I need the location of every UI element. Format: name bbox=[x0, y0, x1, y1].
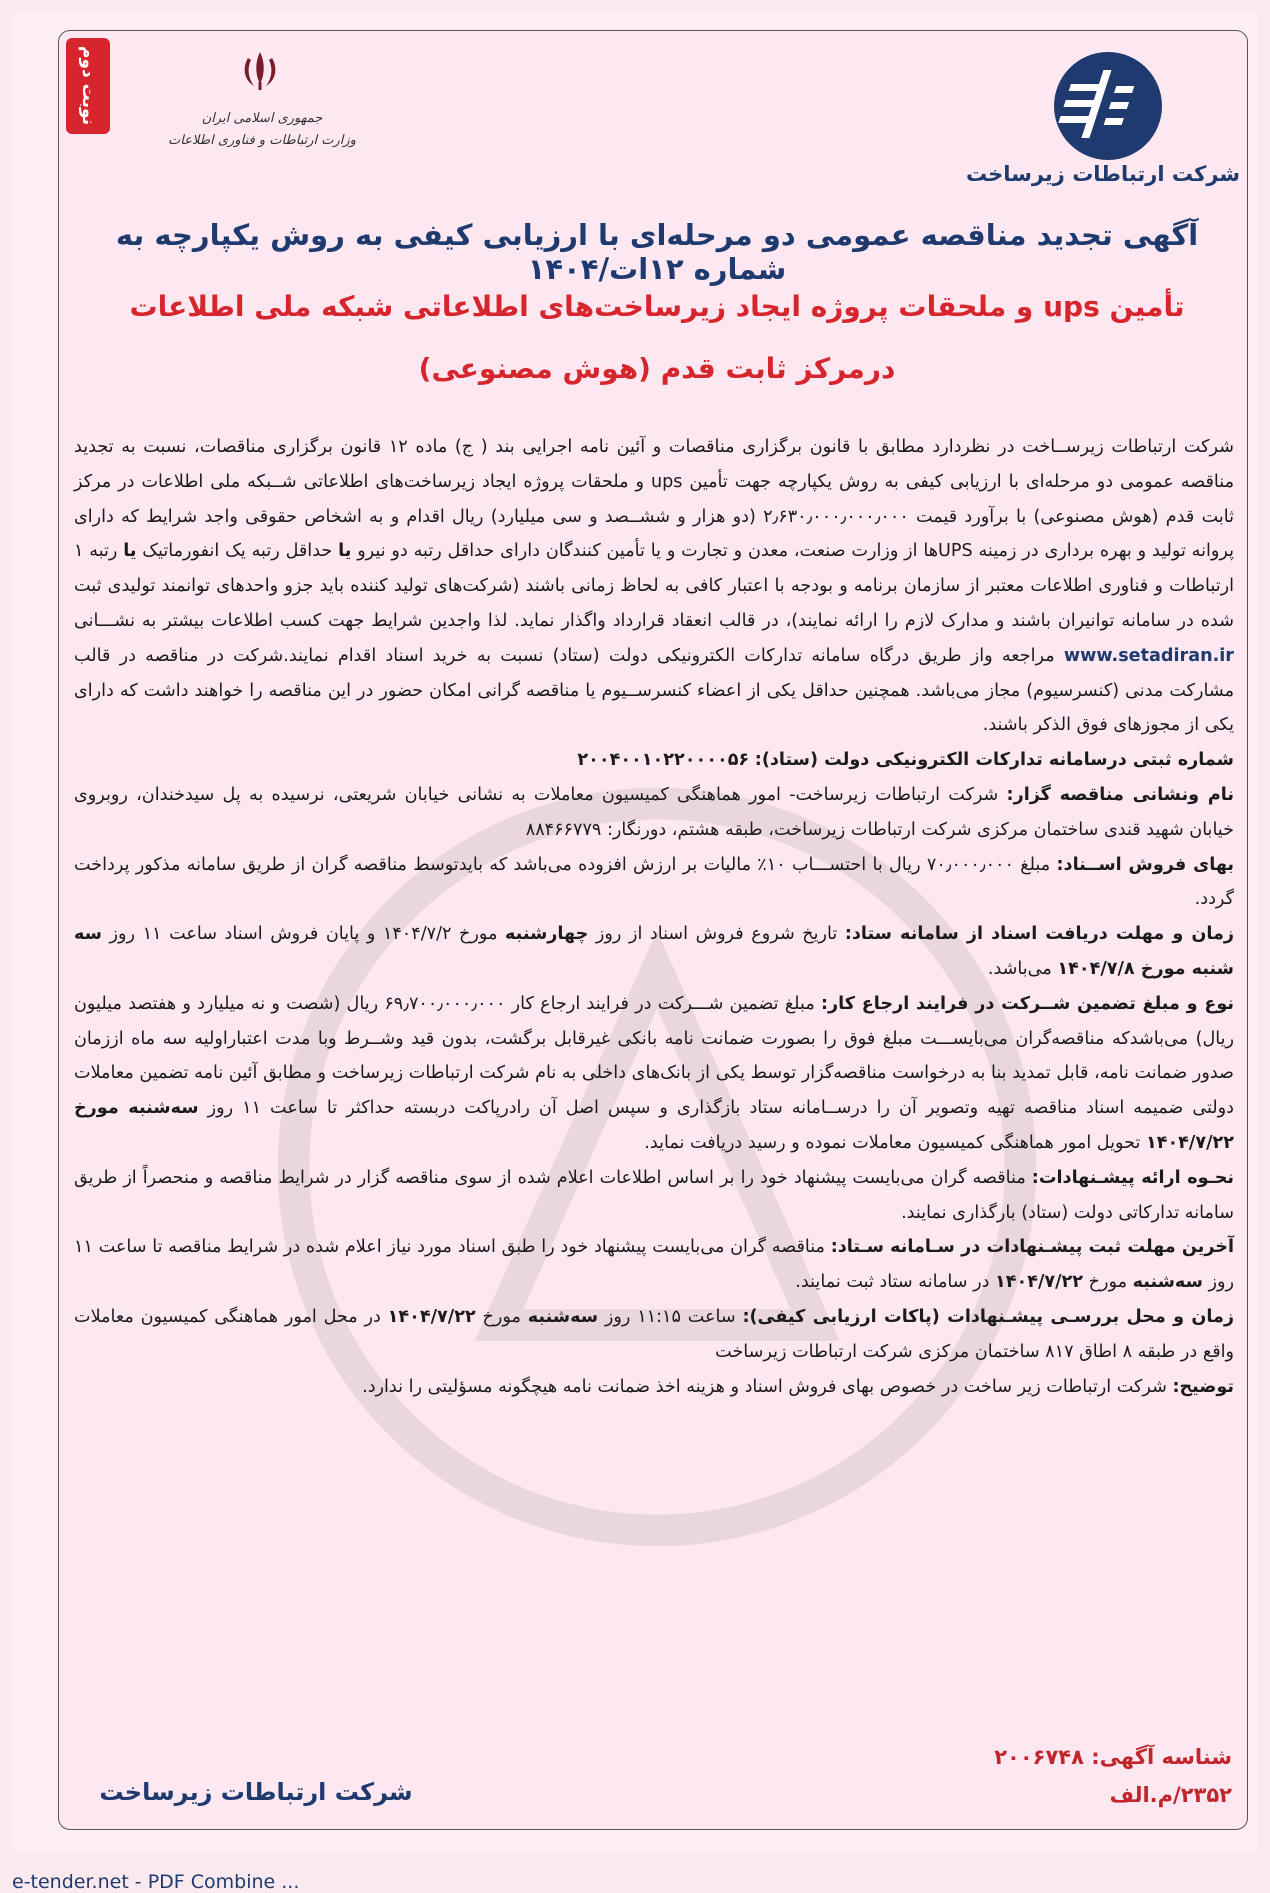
gov-line1: جمهوری اسلامی ایران bbox=[201, 111, 323, 126]
ad-body bbox=[74, 430, 1234, 1404]
tender-party-paragraph: نام ونشانی مناقصه گزار: شرکت ارتباطات زیرساخت- امور هماهنگی کمیسیون معاملات به نشانی خیابان شریعتی، نرسیده به پل سیدخندان، روبروی خیابان شهید قندی ساختمان مرکزی شرکت ارتباطات زیرساخت، طبقه هشتم، دورنگار: ۸۸۴۶۶۷۷۹ bbox=[74, 784, 1234, 840]
bottom-strip-text: e-tender.net - PDF Combine ... bbox=[12, 1872, 300, 1893]
review-paragraph: زمان و محل بررسـی پیشـنهادات (پاکات ارزیابی کیفی): ساعت ۱۱:۱۵ روز سه‌شنبه مورخ ۱۴۰۴/۷/۲۲ در محل امور هماهنگی کمیسیون معاملات واقع در طبقه ۸ اطاق ۸۱۷ ساختمان مرکزی شرکت ارتباطات زیرساخت bbox=[74, 1306, 1235, 1362]
guarantee-paragraph: نوع و مبلغ تضمین شــرکت در فرایند ارجاع کار: مبلغ تضمین شـــرکت در فرایند ارجاع کار ۶۹٫۷۰۰٫۰۰۰٫۰۰۰ ریال (شصت و نه میلیارد و هفتصد میلیون ریال) می‌باشدکه مناقصه‌گران می‌بایســـت مبلغ فوق را بصورت ضمانت نامه بانکی غیرقابل برگشت، بدون قید وشــرط وبا مدت اعتباراولیه سه ماه اززمان صدور ضمانت نامه، قابل تمدید بنا به درخواست مناقصه‌گزار توسط یکی از بانک‌های داخلی به نام شرکت ارتباطات زیرساخت و مطابق آئین نامه تضمین معاملات دولتی ضمیمه اسناد مناقصه تهیه وتصویر آن را درســامانه ستاد بازگذاری و سپس اصل آن رادرپاکت دربسته حداکثر تا ساعت ۱۱ روز سه‌شنبه مورخ ۱۴۰۴/۷/۲۲ تحویل امور هماهنگی کمیسیون معاملات نموده و رسید دریافت نماید. bbox=[74, 993, 1234, 1153]
ad-title: آگهی تجدید مناقصه عمومی دو مرحله‌ای با ارزیابی کیفی به روش یکپارچه به شماره ۱۲ات/۱۴۰۴ bbox=[115, 218, 1199, 286]
submission-paragraph: نحـوه ارائه پیشـنهادات: مناقصه گران می‌بایست پیشنهاد خود را بر اساس اطلاعات اعلام شده از سوی مناقصه گزار در شرایط مناقصه و منحصراً از طریق سامانه تدارکاتی دولت (ستاد) بارگذاری نمایند. bbox=[74, 1167, 1234, 1223]
company-logo-text: شرکت ارتباطات زیرساخت bbox=[965, 162, 1241, 186]
note-paragraph: توضیح: شرکت ارتباطات زیر ساخت در خصوص بهای فروش اسناد و هزینه اخذ ضمانت نامه هیچگونه مسؤلیتی را ندارد. bbox=[362, 1376, 1234, 1397]
registration-paragraph: شماره ثبتی درسامانه تدارکات الکترونیکی دولت (ستاد): ۲۰۰۴۰۰۱۰۲۲۰۰۰۰۵۶ bbox=[577, 750, 1234, 771]
company-logo-icon bbox=[1052, 50, 1164, 162]
setad-website-link[interactable]: www.setadiran.ir bbox=[1063, 645, 1234, 666]
page bbox=[12, 12, 1258, 1852]
ad-subtitle-line2: درمرکز ثابت قدم (هوش مصنوعی) bbox=[418, 352, 896, 385]
gov-line2: وزارت ارتباطات و فناوری اطلاعات bbox=[168, 133, 356, 148]
registration-number: ۲۰۰۴۰۰۱۰۲۲۰۰۰۰۵۶ bbox=[577, 750, 750, 771]
ad-id-block bbox=[882, 1738, 1232, 1814]
intro-paragraph: شرکت ارتباطات زیرســاخت در نظردارد مطابق با قانون برگزاری مناقصات و آئین نامه اجرایی بند ( ج) ماده ۱۲ قانون برگزاری مناقصات، نسبت به تجدید مناقصه عمومی دو مرحله‌ای با ارزیابی کیفی به روش یکپارچه جهت تأمین ups و ملحقات پروژه ایجاد زیرساخت‌های اطلاعاتی شــبکه ملی اطلاعات در مرکز ثابت قدم (هوش مصنوعی) با برآورد قیمت ۲٫۶۳۰٫۰۰۰٫۰۰۰٫۰۰۰ (دو هزار و ششــصد و سی میلیارد) ریال اقدام و به اشخاص حقوقی واجد شرایط که دارای پروانه تولید و بهره برداری در زمینه UPSها از وزارت صنعت، معدن و تجارت و یا تأمین کنندگان دارای حداقل رتبه دو نیرو یا حداقل رتبه یک انفورماتیک یا رتبه ۱ ارتباطات و فناوری اطلاعات معتبر از سازمان برنامه و بودجه با اعتبار کافی به لحاظ زمانی باشند (شرکت‌های تولید کننده باید جزو واحدهای توانمند تولیدی ثبت شده در سامانه توانیران باشند و مدارک لازم را ارائه نمایند)، در قالب انعقاد قرارداد واگذار نماید. لذا واجدین شرایط جهت کسب اطلاعات بیشتر به نشـــانی www.setadiran.ir مراجعه واز طریق درگاه سامانه تدارکات الکترونیکی دولت (ستاد) نسبت به خرید اسناد اقدام نمایند.شرکت در مناقصه در قالب مشارکت مدنی (کنسرسیوم) مجاز می‌باشد. همچنین حداقل یکی از اعضاء کنسرســیوم یا مناقصه گرانی امکان حضور در این مناقصه را خواهند داشت که دارای یکی از مجوزهای فوق الذکر باشند. bbox=[74, 437, 1234, 736]
footer-company-name: شرکت ارتباطات زیرساخت bbox=[99, 1778, 413, 1806]
ad-id-line: شناسه آگهی: ۲۰۰۶۷۴۸ bbox=[994, 1745, 1232, 1769]
ministry-caption bbox=[142, 108, 382, 152]
doc-price-paragraph: بهای فروش اســناد: مبلغ ۷۰٫۰۰۰٫۰۰۰ ریال با احتســـاب ۱۰٪ مالیات بر ارزش افزوده می‌باشد که بایدتوسط مناقصه گران از طریق سامانه مذکور پرداخت گردد. bbox=[74, 854, 1235, 910]
round-badge: نوبت دوم bbox=[66, 38, 110, 134]
ad-code: ۲۳۵۲/م.الف bbox=[1109, 1783, 1232, 1807]
iran-emblem-icon bbox=[237, 48, 283, 92]
doc-time-paragraph: زمان و مهلت دریافت اسناد از سامانه ستاد: تاریخ شروع فروش اسناد از روز چهارشنبه مورخ ۱۴۰۴/۷/۲ و پایان فروش اسناد ساعت ۱۱ روز سه شنبه مورخ ۱۴۰۴/۷/۸ می‌باشد. bbox=[74, 924, 1235, 979]
ad-subtitle-line1: تأمین ups و ملحقات پروژه ایجاد زیرساخت‌های اطلاعاتی شبکه ملی اطلاعات bbox=[129, 290, 1185, 323]
deadline-paragraph: آخرین مهلت ثبت پیشـنهادات در سـامانه سـتاد: مناقصه گران می‌بایست پیشنهاد خود را طبق اسناد مورد نیاز اعلام شده در شرایط مناقصه تا ساعت ۱۱ روز سه‌شنبه مورخ ۱۴۰۴/۷/۲۲ در سامانه ستاد ثبت نمایند. bbox=[74, 1237, 1234, 1293]
